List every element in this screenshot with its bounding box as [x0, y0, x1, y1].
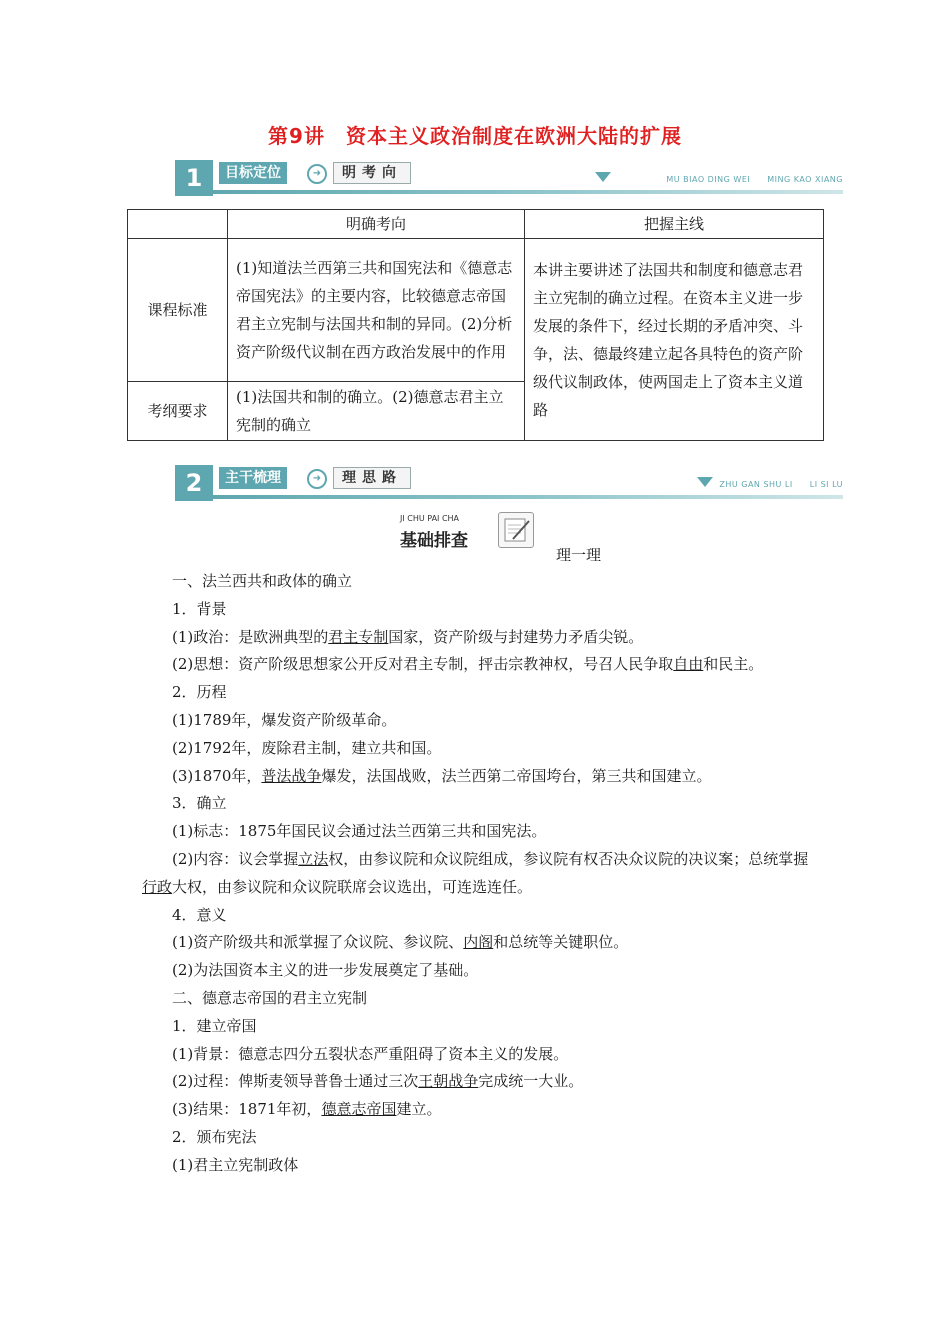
arrow-circle-icon: ➜ — [307, 164, 327, 184]
line-politics: (1)政治：是欧洲典型的君主专制国家，资产阶级与封建势力矛盾尖锐。 — [172, 627, 644, 646]
heading-france: 一、法兰西共和政体的确立 — [172, 572, 353, 590]
section-number: 2 — [175, 465, 213, 501]
table-header-empty — [128, 210, 228, 239]
line-monarchy: (1)君主立宪制政体 — [172, 1155, 299, 1174]
section-banner-goals — [175, 160, 843, 200]
subheading-process: 2．历程 — [172, 683, 227, 702]
arrow-circle-icon: ➜ — [307, 469, 327, 489]
section-number: 1 — [175, 160, 213, 196]
section-label: 目标定位 — [219, 162, 287, 184]
row-text-standard: (1)知道法兰西第三共和国宪法和《德意志帝国宪法》的主要内容，比较德意志帝国君主立宪制与法国共和制的异同。(2)分析资产阶级代议制在西方政治发展中的作用 — [228, 239, 525, 382]
section-rule — [213, 190, 843, 194]
subheading-liyili: 理一理 — [556, 546, 602, 564]
subheading-establish: 3．确立 — [172, 794, 227, 813]
table-header-mainline: 把握主线 — [525, 210, 824, 239]
badge-pinyin: JI CHU PAI CHA — [400, 514, 460, 523]
line-germany-result: (3)结果：1871年初，德意志帝国建立。 — [172, 1100, 442, 1119]
subheading-constitution: 2．颁布宪法 — [172, 1127, 257, 1146]
basics-badge — [380, 512, 540, 552]
goals-table — [127, 209, 824, 441]
notebook-pen-icon — [498, 512, 534, 548]
line-foundation: (2)为法国资本主义的进一步发展奠定了基础。 — [172, 961, 479, 980]
triangle-icon — [697, 477, 713, 487]
answer-blank: 自由 — [673, 655, 704, 674]
line-sign: (1)标志：1875年国民议会通过法兰西第三共和国宪法。 — [172, 822, 547, 841]
triangle-icon — [595, 172, 611, 182]
heading-germany: 二、德意志帝国的君主立宪制 — [172, 988, 368, 1007]
row-text-requirement: (1)法国共和制的确立。(2)德意志君主立宪制的确立 — [228, 382, 525, 441]
line-thought: (2)思想：资产阶级思想家公开反对君主专制，抨击宗教神权，号召人民争取自由和民主。 — [172, 655, 764, 674]
section-rule — [213, 495, 843, 499]
line-germany-process: (2)过程：俾斯麦领导普鲁士通过三次王朝战争完成统一大业。 — [172, 1072, 584, 1091]
answer-blank: 德意志帝国 — [321, 1100, 397, 1119]
section-pinyin: ZHU GAN SHU LI LI SI LU — [719, 480, 843, 489]
subheading-background: 1．背景 — [172, 599, 227, 618]
section-label: 主干梳理 — [219, 467, 287, 489]
section-banner-outline — [175, 465, 843, 505]
section-subtitle: 理思路 — [333, 467, 411, 489]
main-line-text: 本讲主要讲述了法国共和制度和德意志君主立宪制的确立过程。在资本主义进一步发展的条件下，经过长期的矛盾冲突、斗争，法、德最终建立起各具特色的资产阶级代议制政体，使两国走上了资本主义道路 — [525, 239, 824, 441]
outline-body — [142, 568, 822, 1180]
row-head-standard: 课程标准 — [128, 239, 228, 382]
answer-blank: 君主专制 — [328, 627, 389, 646]
answer-blank: 内阁 — [463, 933, 494, 952]
page-title: 第9讲 资本主义政治制度在欧洲大陆的扩展 — [268, 124, 682, 148]
answer-blank: 普法战争 — [261, 766, 322, 785]
subheading-significance: 4．意义 — [172, 905, 227, 924]
badge-title: 基础排查 — [400, 531, 468, 551]
answer-blank: 立法 — [298, 849, 329, 868]
answer-blank: 行政 — [142, 877, 173, 896]
section-pinyin: MU BIAO DING WEI MING KAO XIANG — [666, 175, 843, 184]
line-1789: (1)1789年，爆发资产阶级革命。 — [172, 710, 397, 729]
table-header-direction: 明确考向 — [228, 210, 525, 239]
line-positions: (1)资产阶级共和派掌握了众议院、参议院、内阁和总统等关键职位。 — [172, 933, 629, 952]
section-subtitle: 明考向 — [333, 162, 411, 184]
subheading-empire: 1．建立帝国 — [172, 1016, 257, 1035]
row-head-requirement: 考纲要求 — [128, 382, 228, 441]
answer-blank: 王朝战争 — [418, 1072, 479, 1091]
line-1792: (2)1792年，废除君主制，建立共和国。 — [172, 738, 442, 757]
line-1870: (3)1870年，普法战争爆发，法国战败，法兰西第二帝国垮台，第三共和国建立。 — [172, 766, 712, 785]
line-germany-background: (1)背景：德意志四分五裂状态严重阻碍了资本主义的发展。 — [172, 1044, 569, 1063]
line-content: (2)内容：议会掌握立法权，由参议院和众议院组成，参议院有权否决众议院的决议案；总统掌握行政大权，由参议院和众议院联席会议选出，可连选连任。 — [142, 849, 809, 896]
